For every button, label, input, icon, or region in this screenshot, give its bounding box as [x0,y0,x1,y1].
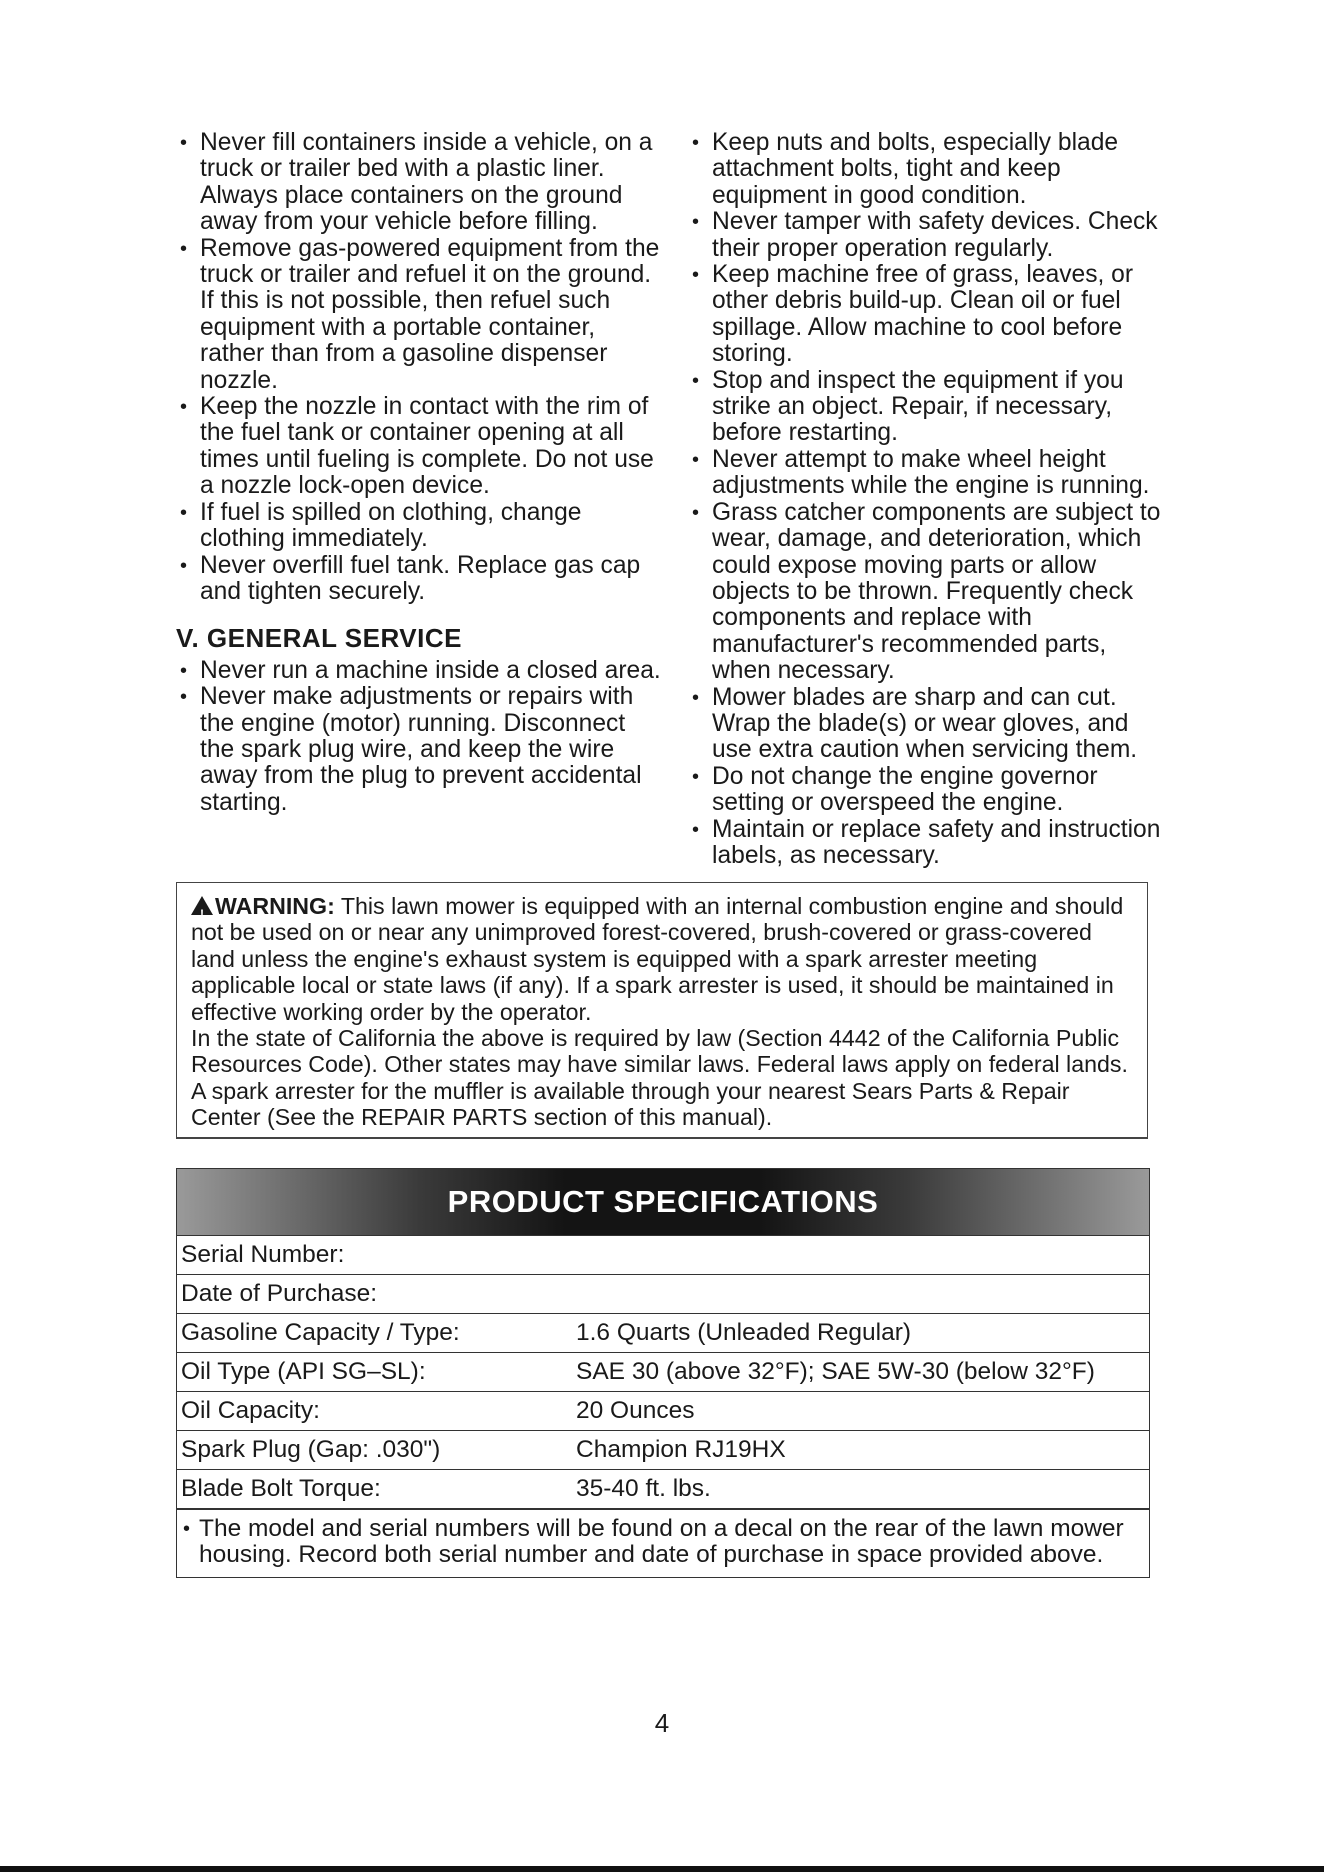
fueling-safety-list [176,130,662,605]
spec-label: Spark Plug (Gap: .030") [181,1436,441,1463]
specifications-note: • The model and serial numbers will be found on a decal on the rear of the lawn mower housing. Record both serial number and date of purchase in space provided above. [177,1508,1149,1577]
list-item: • Never make adjustments or repairs with the engine (motor) running. Disconnect the spark plug wire, and keep the wire away from the plug to prevent accidental starting. [176,684,662,816]
list-item: • Remove gas-powered equipment from the truck or trailer and refuel it on the ground. If this is not possible, then refuel such equipment with a portable container, rather than from a gasoline dispenser nozzle. [176,236,662,394]
spec-label: Serial Number: [181,1241,345,1268]
table-row [177,1313,1149,1352]
right-column [688,130,1168,869]
spec-value: SAE 30 (above 32°F); SAE 5W-30 (below 32°F) [576,1358,1095,1385]
table-row [177,1469,1149,1508]
list-item: • Never attempt to make wheel height adjustments while the engine is running. [688,447,1168,500]
list-item: • Keep nuts and bolts, especially blade attachment bolts, tight and keep equipment in good condition. [688,130,1168,209]
list-item: • Grass catcher components are subject to wear, damage, and deterioration, which could expose moving parts or allow objects to be thrown. Frequently check components and replace with manufacturer's recommended parts, when necessary. [688,500,1168,685]
scan-edge-divider [0,1866,1324,1872]
list-item: • Mower blades are sharp and can cut. Wrap the blade(s) or wear gloves, and use extra caution when servicing them. [688,685,1168,764]
spec-value: 1.6 Quarts (Unleaded Regular) [576,1319,912,1346]
list-item: • Never fill containers inside a vehicle, on a truck or trailer bed with a plastic liner. Always place containers on the ground away from your vehicle before filling. [176,130,662,236]
section-heading-general-service: V. GENERAL SERVICE [176,623,462,654]
left-column [176,130,662,816]
spec-value: 35-40 ft. lbs. [576,1475,711,1502]
table-row [177,1430,1149,1469]
table-row [177,1352,1149,1391]
page-number: 4 [654,1708,670,1738]
spec-label: Oil Capacity: [181,1397,320,1424]
list-item: • Stop and inspect the equipment if you strike an object. Repair, if necessary, before restarting. [688,368,1168,447]
warning-box [176,882,1148,1139]
list-item: • Never overfill fuel tank. Replace gas cap and tighten securely. [176,553,662,606]
spec-label: Oil Type (API SG–SL): [181,1358,426,1385]
list-item: • Keep machine free of grass, leaves, or other debris build-up. Clean oil or fuel spillage. Allow machine to cool before storing. [688,262,1168,368]
warning-label: WARNING: [215,893,335,919]
spec-value: Champion RJ19HX [576,1436,786,1463]
spec-label: Gasoline Capacity / Type: [181,1319,460,1346]
list-item: • Keep the nozzle in contact with the rim of the fuel tank or container opening at all times until fueling is complete. Do not use a nozzle lock-open device. [176,394,662,500]
warning-triangle-icon: ! [191,896,213,915]
warning-paragraph: In the state of California the above is required by law (Section 4442 of the California Public Resources Code). Other states may have similar laws. Federal laws apply on federal lands. A spark arrester for the muffler is available through your nearest Sears Parts & Repair Center (See the REPAIR PARTS section of this manual). [191,1025,1128,1131]
table-row [177,1391,1149,1430]
spec-label: Date of Purchase: [181,1280,378,1307]
general-service-list [176,658,662,816]
table-row [177,1274,1149,1313]
general-service-list-continued [688,130,1168,869]
list-item: • Never tamper with safety devices. Check their proper operation regularly. [688,209,1168,262]
table-row [177,1235,1149,1274]
list-item: • Never run a machine inside a closed area. [176,658,662,684]
list-item: • If fuel is spilled on clothing, change clothing immediately. [176,500,662,553]
spec-label: Blade Bolt Torque: [181,1475,381,1502]
list-item: • Do not change the engine governor setting or overspeed the engine. [688,764,1168,817]
warning-heading [191,893,335,919]
product-specifications-table [176,1168,1150,1578]
specifications-title: PRODUCT SPECIFICATIONS [177,1169,1149,1235]
warning-paragraph: This lawn mower is equipped with an internal combustion engine and should not be used on or near any unimproved forest-covered, brush-covered or grass-covered land unless the engine's exhaust system is equipped with a spark arrester meeting applicable local or state laws (if any). If a spark arrester is used, it should be maintained in effective working order by the operator. [191,893,1124,1025]
list-item: • Maintain or replace safety and instruction labels, as necessary. [688,817,1168,870]
spec-value: 20 Ounces [576,1397,695,1424]
